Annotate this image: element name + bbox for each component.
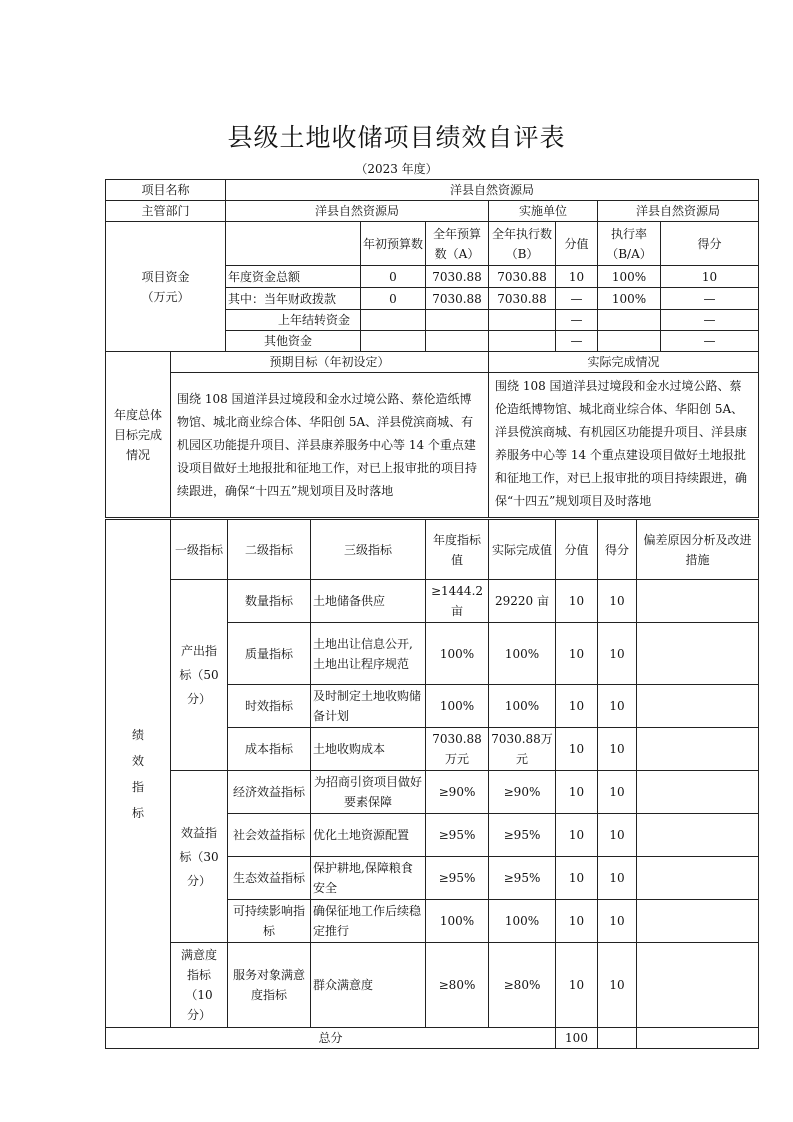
funds-row-name: 年度资金总额 xyxy=(226,266,361,288)
funds-unit-text: （万元） xyxy=(141,289,190,304)
funds-score-value: 10 xyxy=(556,266,598,288)
funds-exec xyxy=(489,331,556,352)
ind-target: ≥95% xyxy=(426,857,489,900)
page-title: 县级土地收储项目绩效自评表 xyxy=(227,123,566,152)
dept-label: 主管部门 xyxy=(106,201,226,222)
ind-value: 10 xyxy=(556,623,598,685)
funds-label-text: 项目资金 xyxy=(141,269,190,284)
ind-l3: 土地储备供应 xyxy=(311,580,426,623)
ind-target: ≥90% xyxy=(426,771,489,814)
ind-header: 偏差原因分析及改进措施 xyxy=(637,520,759,580)
impl-value: 洋县自然资源局 xyxy=(598,201,759,222)
ind-l2: 成本指标 xyxy=(228,728,311,771)
funds-header: 年初预算数 xyxy=(361,222,426,266)
ind-l2: 经济效益指标 xyxy=(228,771,311,814)
funds-rate xyxy=(598,331,661,352)
funds-exec: 7030.88 xyxy=(489,266,556,288)
ind-target: ≥95% xyxy=(426,814,489,857)
ind-note xyxy=(637,580,759,623)
goals-actual-label: 实际完成情况 xyxy=(489,352,759,373)
funds-row-name: 上年结转资金 xyxy=(226,310,361,331)
ind-l2: 生态效益指标 xyxy=(228,857,311,900)
group-name: 产出指标（50分） xyxy=(171,580,228,771)
ind-header: 得分 xyxy=(598,520,637,580)
summary-table-wrap xyxy=(105,179,758,518)
funds-header: 得分 xyxy=(661,222,759,266)
funds-header-blank xyxy=(226,222,361,266)
indicator-row xyxy=(106,771,759,814)
project-name-row xyxy=(106,180,759,201)
dept-row xyxy=(106,201,759,222)
funds-initial xyxy=(361,331,426,352)
ind-actual: 29220 亩 xyxy=(489,580,556,623)
ind-l2: 时效指标 xyxy=(228,685,311,728)
impl-label: 实施单位 xyxy=(489,201,598,222)
ind-actual: 7030.88万元 xyxy=(489,728,556,771)
ind-value: 10 xyxy=(556,685,598,728)
funds-exec xyxy=(489,310,556,331)
ind-actual: ≥80% xyxy=(489,943,556,1028)
ind-header: 实际完成值 xyxy=(489,520,556,580)
ind-l2: 质量指标 xyxy=(228,623,311,685)
page-subtitle: （2023 年度） xyxy=(355,162,438,176)
funds-budget xyxy=(426,310,489,331)
ind-score: 10 xyxy=(598,857,637,900)
group-name: 满意度指标（10分） xyxy=(171,943,228,1028)
ind-note xyxy=(637,857,759,900)
goals-label: 年度总体目标完成情况 xyxy=(106,352,171,518)
ind-score: 10 xyxy=(598,728,637,771)
ind-actual: ≥90% xyxy=(489,771,556,814)
funds-score-value: — xyxy=(556,310,598,331)
ind-note xyxy=(637,943,759,1028)
funds-initial: 0 xyxy=(361,266,426,288)
ind-target: 100% xyxy=(426,900,489,943)
indicators-label-text: 绩效指标 xyxy=(131,727,144,820)
ind-note xyxy=(637,771,759,814)
goals-expected-text: 围绕 108 国道洋县过境段和金水过境公路、蔡伦造纸博物馆、城北商业综合体、华阳创 5A、洋县傥滨商城、有机园区功能提升项目、洋县康养服务中心等 14 个重点建设项目做好土地报批和征地工作，对已上报审批的项目持续跟进，确保“十四五”规划项目及时落地 xyxy=(171,373,489,518)
funds-budget xyxy=(426,331,489,352)
goals-actual-text: 围绕 108 国道洋县过境段和金水过境公路、蔡伦造纸博物馆、城北商业综合体、华阳创 5A、洋县傥滨商城、有机园区功能提升项目、洋县康养服务中心等 14 个重点建设项目做好土地报批和征地工作，对已上报审批的项目持续跟进，确保“十四五”规划项目及时落地 xyxy=(489,373,759,518)
ind-target: 7030.88万元 xyxy=(426,728,489,771)
ind-target: ≥1444.2亩 xyxy=(426,580,489,623)
ind-header: 三级指标 xyxy=(311,520,426,580)
funds-score-value: — xyxy=(556,288,598,310)
ind-l3: 土地出让信息公开,土地出让程序规范 xyxy=(311,623,426,685)
funds-score: — xyxy=(661,310,759,331)
funds-rate: 100% xyxy=(598,266,661,288)
funds-score: — xyxy=(661,288,759,310)
funds-budget: 7030.88 xyxy=(426,266,489,288)
goals-table xyxy=(105,351,759,518)
funds-rate: 100% xyxy=(598,288,661,310)
ind-target: 100% xyxy=(426,685,489,728)
indicators-header-row xyxy=(106,520,759,580)
total-note xyxy=(637,1028,759,1049)
funds-initial xyxy=(361,310,426,331)
ind-l3: 为招商引资项目做好要素保障 xyxy=(311,771,426,814)
project-name-label: 项目名称 xyxy=(106,180,226,201)
ind-note xyxy=(637,623,759,685)
funds-budget: 7030.88 xyxy=(426,288,489,310)
ind-score: 10 xyxy=(598,685,637,728)
total-row xyxy=(106,1028,759,1049)
ind-l2: 可持续影响指标 xyxy=(228,900,311,943)
ind-value: 10 xyxy=(556,771,598,814)
goals-header-row xyxy=(106,352,759,373)
funds-header: 全年执行数（B） xyxy=(489,222,556,266)
ind-value: 10 xyxy=(556,943,598,1028)
ind-l3: 群众满意度 xyxy=(311,943,426,1028)
funds-header-row xyxy=(106,222,759,266)
ind-value: 10 xyxy=(556,814,598,857)
funds-score: — xyxy=(661,331,759,352)
funds-header: 全年预算数（A） xyxy=(426,222,489,266)
ind-l2: 服务对象满意度指标 xyxy=(228,943,311,1028)
ind-score: 10 xyxy=(598,900,637,943)
ind-header: 分值 xyxy=(556,520,598,580)
total-score xyxy=(598,1028,637,1049)
goals-expected-label: 预期目标（年初设定） xyxy=(171,352,489,373)
total-value: 100 xyxy=(556,1028,598,1049)
ind-note xyxy=(637,814,759,857)
ind-l2: 数量指标 xyxy=(228,580,311,623)
funds-rate xyxy=(598,310,661,331)
project-name: 洋县自然资源局 xyxy=(226,180,759,201)
indicators-table xyxy=(105,519,759,1028)
summary-table xyxy=(105,179,759,352)
ind-note xyxy=(637,685,759,728)
funds-score: 10 xyxy=(661,266,759,288)
ind-actual: 100% xyxy=(489,900,556,943)
ind-header: 年度指标值 xyxy=(426,520,489,580)
ind-actual: 100% xyxy=(489,623,556,685)
total-label: 总分 xyxy=(106,1028,556,1049)
ind-value: 10 xyxy=(556,900,598,943)
ind-score: 10 xyxy=(598,943,637,1028)
ind-actual: ≥95% xyxy=(489,814,556,857)
ind-l3: 及时制定土地收购储备计划 xyxy=(311,685,426,728)
ind-score: 10 xyxy=(598,580,637,623)
ind-value: 10 xyxy=(556,857,598,900)
ind-value: 10 xyxy=(556,580,598,623)
funds-initial: 0 xyxy=(361,288,426,310)
group-name: 效益指标（30分） xyxy=(171,771,228,943)
ind-l3: 优化土地资源配置 xyxy=(311,814,426,857)
ind-score: 10 xyxy=(598,814,637,857)
ind-target: ≥80% xyxy=(426,943,489,1028)
ind-note xyxy=(637,900,759,943)
ind-l2: 社会效益指标 xyxy=(228,814,311,857)
indicator-row xyxy=(106,943,759,1028)
funds-label xyxy=(106,222,226,352)
funds-header: 执行率（B/A） xyxy=(598,222,661,266)
ind-actual: 100% xyxy=(489,685,556,728)
ind-value: 10 xyxy=(556,728,598,771)
ind-target: 100% xyxy=(426,623,489,685)
ind-score: 10 xyxy=(598,623,637,685)
ind-header: 一级指标 xyxy=(171,520,228,580)
ind-score: 10 xyxy=(598,771,637,814)
funds-score-value: — xyxy=(556,331,598,352)
dept-value: 洋县自然资源局 xyxy=(226,201,489,222)
funds-row-name: 其中：当年财政拨款 xyxy=(226,288,361,310)
funds-row-name: 其他资金 xyxy=(226,331,361,352)
funds-header: 分值 xyxy=(556,222,598,266)
funds-exec: 7030.88 xyxy=(489,288,556,310)
indicators-table-wrap xyxy=(105,519,758,1049)
ind-l3: 确保征地工作后续稳定推行 xyxy=(311,900,426,943)
indicator-row xyxy=(106,580,759,623)
ind-note xyxy=(637,728,759,771)
ind-l3: 土地收购成本 xyxy=(311,728,426,771)
ind-l3: 保护耕地,保障粮食安全 xyxy=(311,857,426,900)
goals-content-row xyxy=(106,373,759,518)
ind-actual: ≥95% xyxy=(489,857,556,900)
indicators-label xyxy=(106,520,171,1028)
total-table xyxy=(105,1027,759,1049)
ind-header: 二级指标 xyxy=(228,520,311,580)
